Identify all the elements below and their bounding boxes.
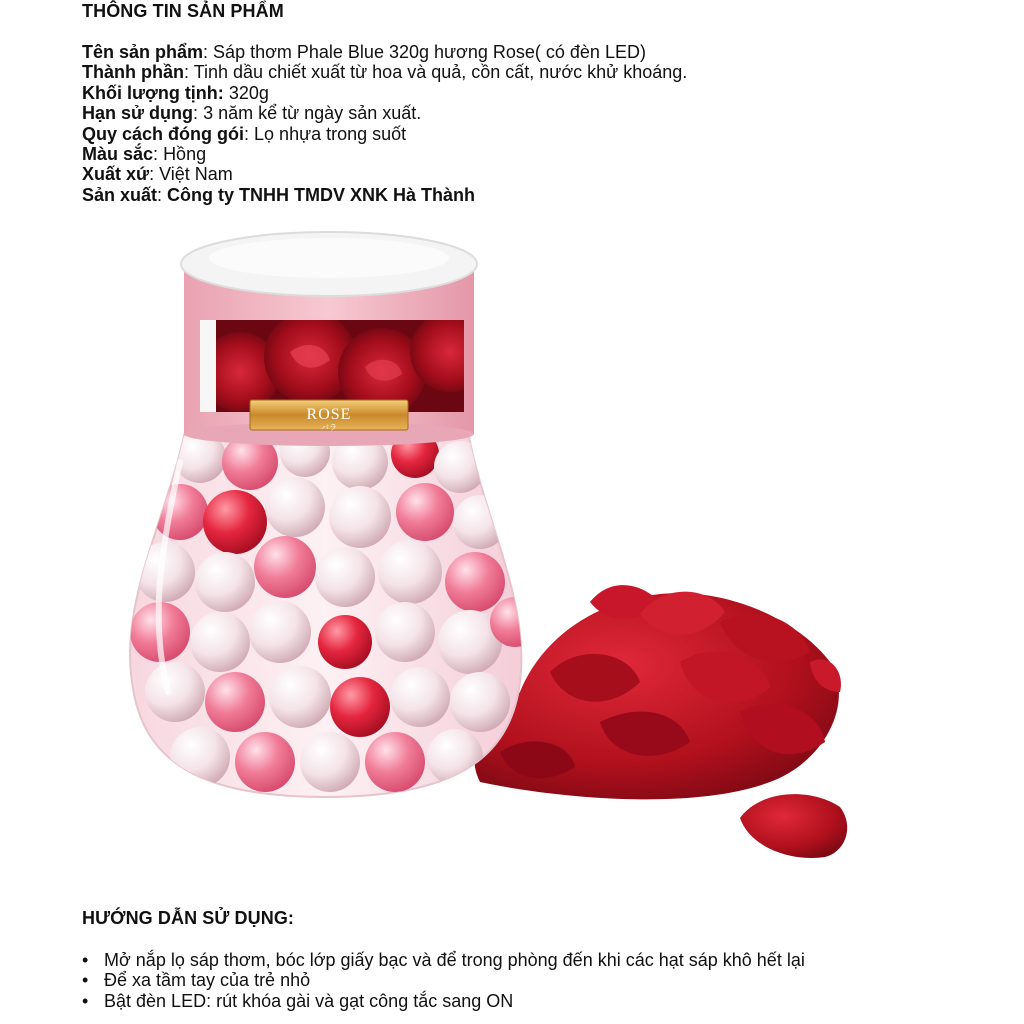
usage-item — [82, 950, 805, 970]
info-value: Lọ nhựa trong suốt — [254, 123, 407, 144]
info-value: 320g — [228, 82, 269, 103]
info-label: Khối lượng tịnh: — [82, 82, 224, 103]
usage-list — [82, 950, 805, 1011]
info-value: Tinh dầu chiết xuất từ hoa và quả, cồn cất, nước khử khoáng. — [193, 62, 688, 83]
info-label: Xuất xứ — [82, 164, 150, 185]
info-separator: : — [149, 164, 160, 185]
usage-item-text: Để xa tầm tay của trẻ nhỏ — [104, 970, 311, 991]
info-value: 3 năm kể từ ngày sản xuất. — [203, 103, 422, 124]
usage-item — [82, 970, 805, 990]
rose-petals — [475, 585, 848, 858]
info-value: Sáp thơm Phale Blue 320g hương Rose( có đèn LED) — [213, 42, 646, 62]
info-separator: : — [157, 184, 168, 205]
info-row-name — [82, 42, 687, 62]
info-value: Công ty TNHH TMDV XNK Hà Thành — [167, 184, 476, 205]
info-row-net-weight — [82, 83, 687, 103]
info-label: Màu sắc — [82, 144, 154, 165]
info-row-manufacturer — [82, 185, 687, 205]
scent-label-jp: バラ — [321, 423, 337, 432]
scent-label: ROSE — [306, 406, 352, 423]
info-row-packaging — [82, 124, 687, 144]
info-separator: : — [203, 42, 214, 62]
info-separator: : — [184, 62, 194, 83]
info-label: Sản xuất — [82, 184, 158, 205]
jar — [130, 427, 540, 797]
info-row-expiry — [82, 103, 687, 123]
usage-item — [82, 991, 805, 1011]
info-row-ingredients — [82, 62, 687, 82]
bullet-icon: • — [82, 970, 89, 991]
info-separator: : — [193, 103, 204, 124]
info-label: Quy cách đóng gói — [82, 123, 245, 144]
bullet-icon: • — [82, 950, 89, 970]
info-separator: : — [244, 123, 255, 144]
usage-item-text: Mở nắp lọ sáp thơm, bóc lớp giấy bạc và để trong phòng đến khi các hạt sáp khô hết lại — [104, 950, 805, 970]
info-separator: : — [153, 144, 164, 165]
info-value: Việt Nam — [159, 164, 233, 185]
usage-item-text: Bật đèn LED: rút khóa gài và gạt công tắc sang ON — [104, 990, 514, 1011]
product-info-title: THÔNG TIN SẢN PHẨM — [82, 1, 284, 21]
info-row-origin — [82, 164, 687, 184]
product-photo — [120, 222, 880, 872]
info-value: Hồng — [163, 144, 207, 165]
info-label: Hạn sử dụng — [82, 103, 194, 124]
info-label: Thành phần — [82, 62, 184, 83]
info-label: Tên sản phẩm — [82, 42, 204, 62]
product-info-list — [82, 42, 687, 205]
usage-title: HƯỚNG DẪN SỬ DỤNG: — [82, 908, 295, 928]
bullet-icon: • — [82, 990, 89, 1011]
info-row-color — [82, 144, 687, 164]
